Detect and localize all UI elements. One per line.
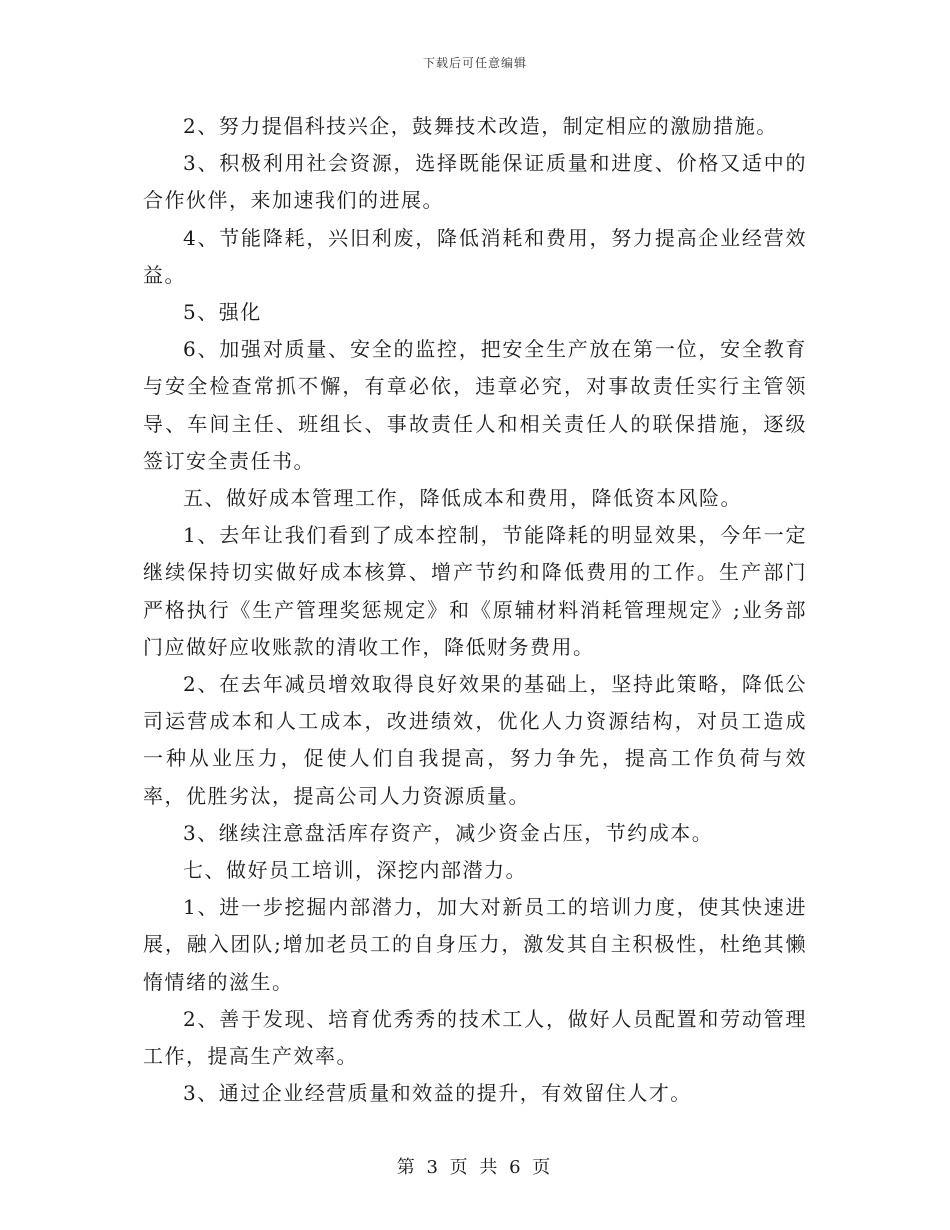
paragraph: 2、在去年减员增效取得良好效果的基础上，坚持此策略，降低公司运营成本和人工成本，改进绩效，优化人力资源结构，对员工造成一种从业压力，促使人们自我提高，努力争先，提高工作负荷与效率，优胜劣汰，提高公司人力资源质量。 — [143, 672, 807, 808]
page-header: 下载后可任意编辑 — [422, 56, 527, 70]
paragraph: 2、努力提倡科技兴企，鼓舞技术改造，制定相应的激励措施。 — [183, 114, 778, 138]
paragraph: 3、通过企业经营质量和效益的提升，有效留住人才。 — [183, 1081, 692, 1106]
paragraph: 1、去年让我们看到了成本控制，节能降耗的明显效果，今年一定继续保持切实做好成本核算、增产节约和降低费用的工作。生产部门严格执行《生产管理奖惩规定》和《原辅材料消耗管理规定》;业务部门应做好应收账款的清收工作，降低财务费用。 — [143, 523, 807, 659]
paragraph: 6、加强对质量、安全的监控，把安全生产放在第一位，安全教育与安全检查常抓不懈，有章必依，违章必究，对事故责任实行主管领导、车间主任、班组长、事故责任人和相关责任人的联保措施，逐级签订安全责任书。 — [143, 337, 807, 473]
paragraph: 1、进一步挖掘内部潜力，加大对新员工的培训力度，使其快速进展，融入团队;增加老员工的自身压力，激发其自主积极性，杜绝其懒惰情绪的滋生。 — [143, 895, 807, 994]
paragraph: 2、善于发现、培育优秀秀的技术工人，做好人员配置和劳动管理工作，提高生产效率。 — [143, 1006, 807, 1069]
paragraph: 4、节能降耗，兴旧利废，降低消耗和费用，努力提高企业经营效益。 — [143, 225, 807, 287]
page-number-footer: 第 3 页 共 6 页 — [396, 1157, 554, 1178]
paragraph: 3、继续注意盘活库存资产，减少资金占压，节约成本。 — [183, 820, 714, 845]
paragraph: 3、积极利用社会资源，选择既能保证质量和进度、价格又适中的合作伙伴，来加速我们的进展。 — [143, 151, 807, 213]
document-body — [143, 108, 807, 1112]
paragraph: 5、强化 — [183, 300, 262, 325]
section-heading: 七、做好员工培训，深挖内部潜力。 — [183, 858, 527, 883]
section-heading: 五、做好成本管理工作，降低成本和费用，降低资本风险。 — [183, 486, 742, 511]
